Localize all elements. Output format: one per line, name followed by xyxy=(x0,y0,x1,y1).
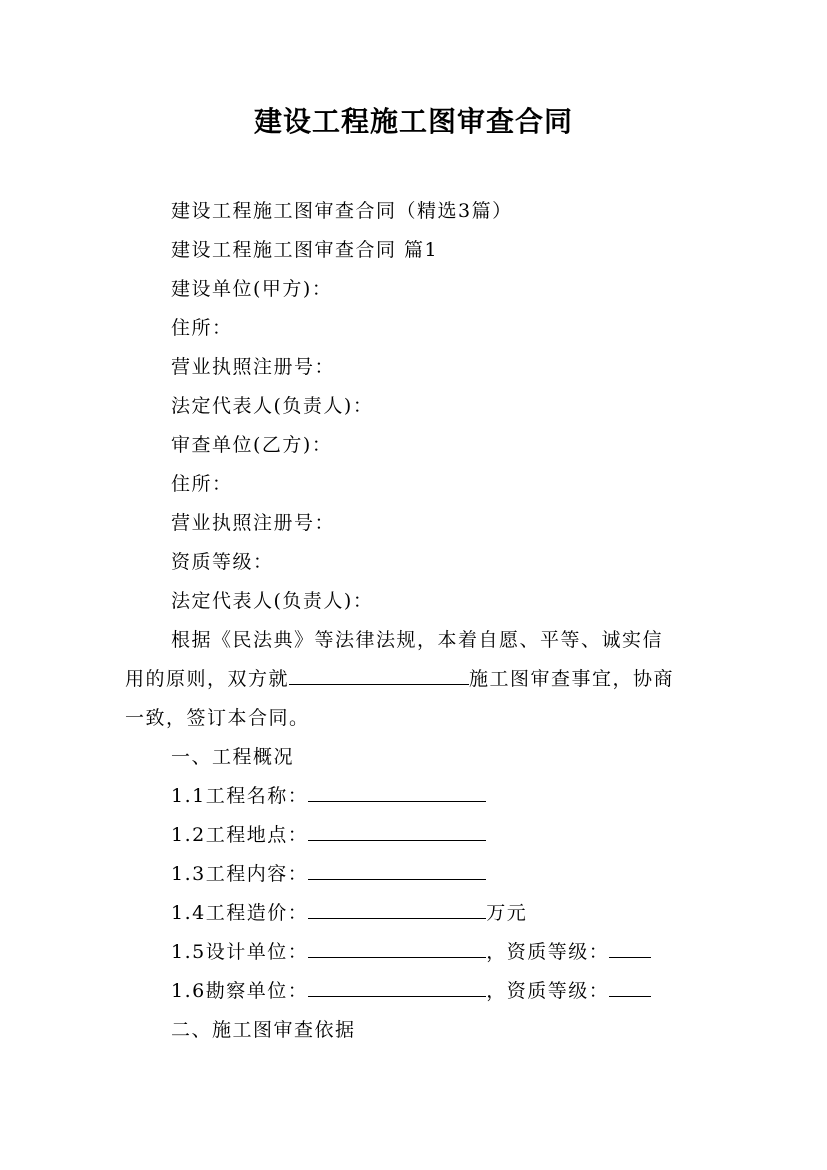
document-title: 建设工程施工图审查合同 xyxy=(253,105,573,138)
qualification-blank xyxy=(609,978,651,997)
item-design-unit xyxy=(171,939,651,965)
item-blank xyxy=(308,783,486,802)
paragraph-line-3: 一致，签订本合同。 xyxy=(125,707,310,729)
qualification-b-line: 资质等级： xyxy=(171,551,274,573)
item-label: 1.3工程内容： xyxy=(171,863,309,885)
item-label: 1.5设计单位： xyxy=(171,941,309,963)
item-project-name xyxy=(171,783,486,809)
party-b-line: 审查单位(乙方)： xyxy=(171,434,333,456)
item-blank xyxy=(308,900,486,919)
item-blank xyxy=(308,978,486,997)
item-project-location xyxy=(171,822,486,848)
qualification-blank xyxy=(609,939,651,958)
project-name-blank xyxy=(289,666,469,685)
part-heading: 建设工程施工图审查合同 篇1 xyxy=(171,239,439,261)
license-b-line: 营业执照注册号： xyxy=(171,512,336,534)
item-unit: 万元 xyxy=(486,902,528,924)
address-b-line: 住所： xyxy=(171,473,233,495)
subtitle-line: 建设工程施工图审查合同（精选3篇） xyxy=(171,200,513,222)
representative-b-line: 法定代表人(负责人)： xyxy=(171,590,374,612)
item-blank xyxy=(308,939,486,958)
item-label: 1.2工程地点： xyxy=(171,824,309,846)
paragraph-line-1: 根据《民法典》等法律法规，本着自愿、平等、诚实信 xyxy=(171,629,664,651)
license-a-line: 营业执照注册号： xyxy=(171,356,336,378)
item-label: 1.1工程名称： xyxy=(171,785,309,807)
qualification-label: ，资质等级： xyxy=(486,980,610,1002)
paragraph-line-2 xyxy=(125,666,674,692)
item-label: 1.6勘察单位： xyxy=(171,980,309,1002)
address-a-line: 住所： xyxy=(171,317,233,339)
item-survey-unit xyxy=(171,978,651,1004)
paragraph-line-2-prefix: 用的原则，双方就 xyxy=(125,668,290,690)
item-project-cost xyxy=(171,900,527,926)
party-a-line: 建设单位(甲方)： xyxy=(171,278,333,300)
section-heading-1: 一、工程概况 xyxy=(171,746,295,768)
paragraph-line-2-suffix: 施工图审查事宜，协商 xyxy=(469,668,675,690)
item-blank xyxy=(308,861,486,880)
item-blank xyxy=(308,822,486,841)
qualification-label: ，资质等级： xyxy=(486,941,610,963)
item-label: 1.4工程造价： xyxy=(171,902,309,924)
item-project-content xyxy=(171,861,486,887)
section-heading-2: 二、施工图审查依据 xyxy=(171,1019,356,1041)
representative-a-line: 法定代表人(负责人)： xyxy=(171,395,374,417)
